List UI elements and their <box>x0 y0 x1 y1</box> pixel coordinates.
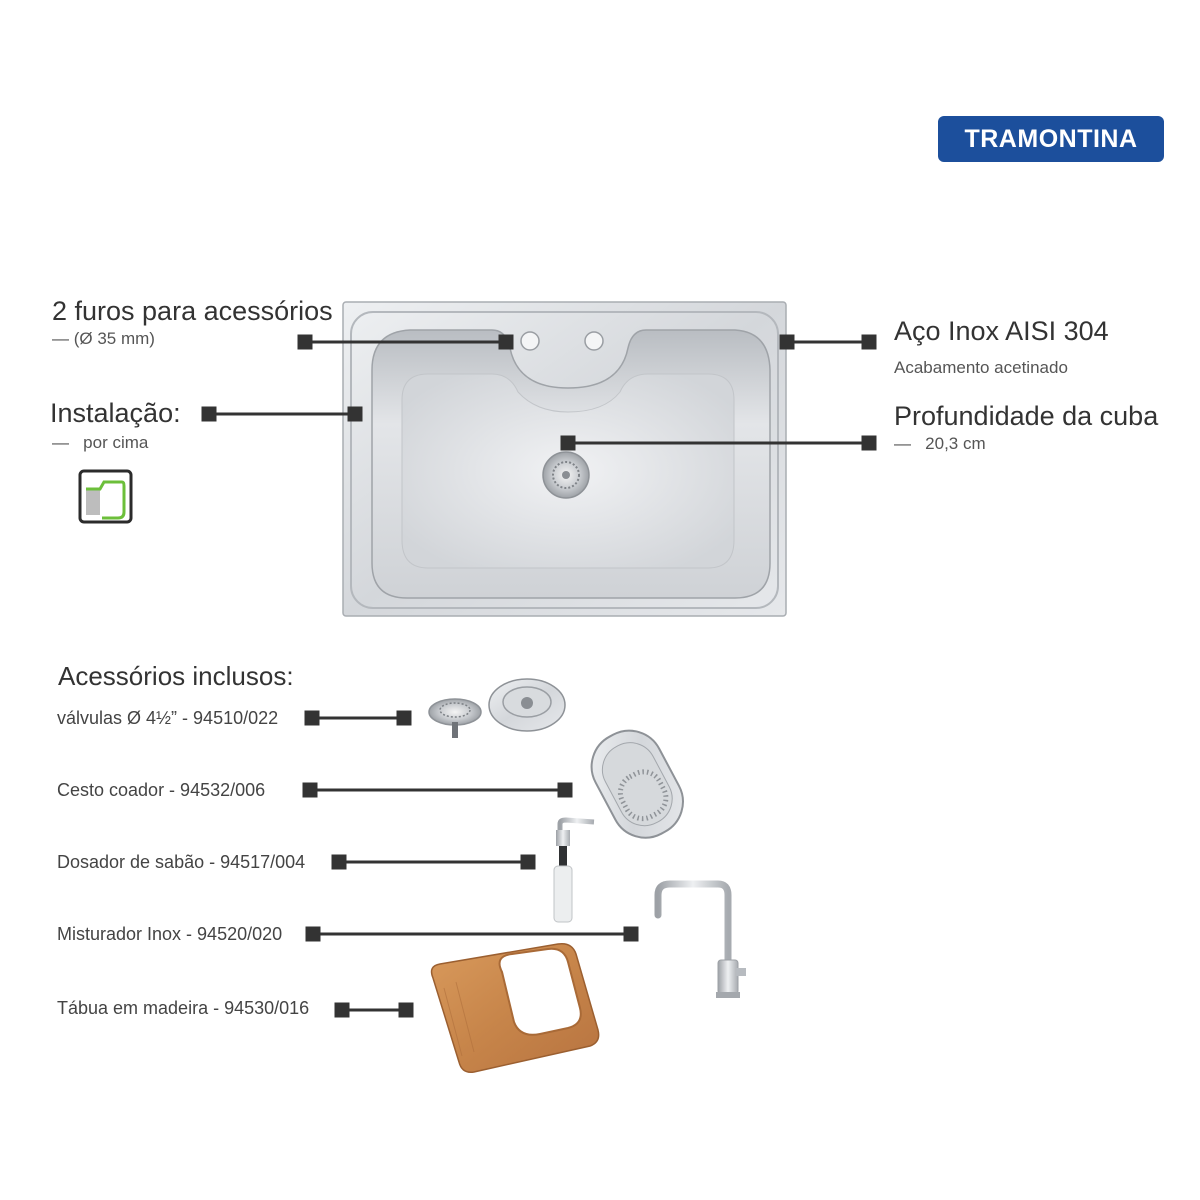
top-mount-install-icon <box>80 471 131 522</box>
accessory-label-soap-dispenser: Dosador de sabão - 94517/004 <box>57 852 306 872</box>
depth-title: Profundidade da cuba <box>894 401 1159 431</box>
sink-image <box>343 302 786 616</box>
installation-title: Instalação: <box>50 398 181 428</box>
accessory-hole-left <box>521 332 539 350</box>
cutting-board-image <box>432 944 599 1073</box>
mixer-faucet-image <box>658 884 746 998</box>
soap-dispenser-image <box>554 820 594 922</box>
accessory-hole-right <box>585 332 603 350</box>
accessory-label-mixer: Misturador Inox - 94520/020 <box>57 924 283 944</box>
material-detail: Acabamento acetinado <box>894 358 1068 377</box>
holes-title: 2 furos para acessórios <box>52 296 333 326</box>
material-title: Aço Inox AISI 304 <box>894 316 1109 346</box>
accessories-title: Acessórios inclusos: <box>58 661 294 691</box>
accessory-label-valves: válvulas Ø 4½” - 94510/022 <box>57 708 279 728</box>
valve-images <box>429 679 565 738</box>
depth-detail: — 20,3 cm <box>894 434 986 453</box>
strainer-basket-image <box>580 719 695 850</box>
installation-detail: — por cima <box>52 433 149 452</box>
holes-detail: — (Ø 35 mm) <box>52 329 155 348</box>
accessory-label-strainer: Cesto coador - 94532/006 <box>57 780 266 800</box>
tramontina-logo: TRAMONTINA <box>938 116 1164 162</box>
accessory-label-cutting-board: Tábua em madeira - 94530/016 <box>57 998 310 1018</box>
